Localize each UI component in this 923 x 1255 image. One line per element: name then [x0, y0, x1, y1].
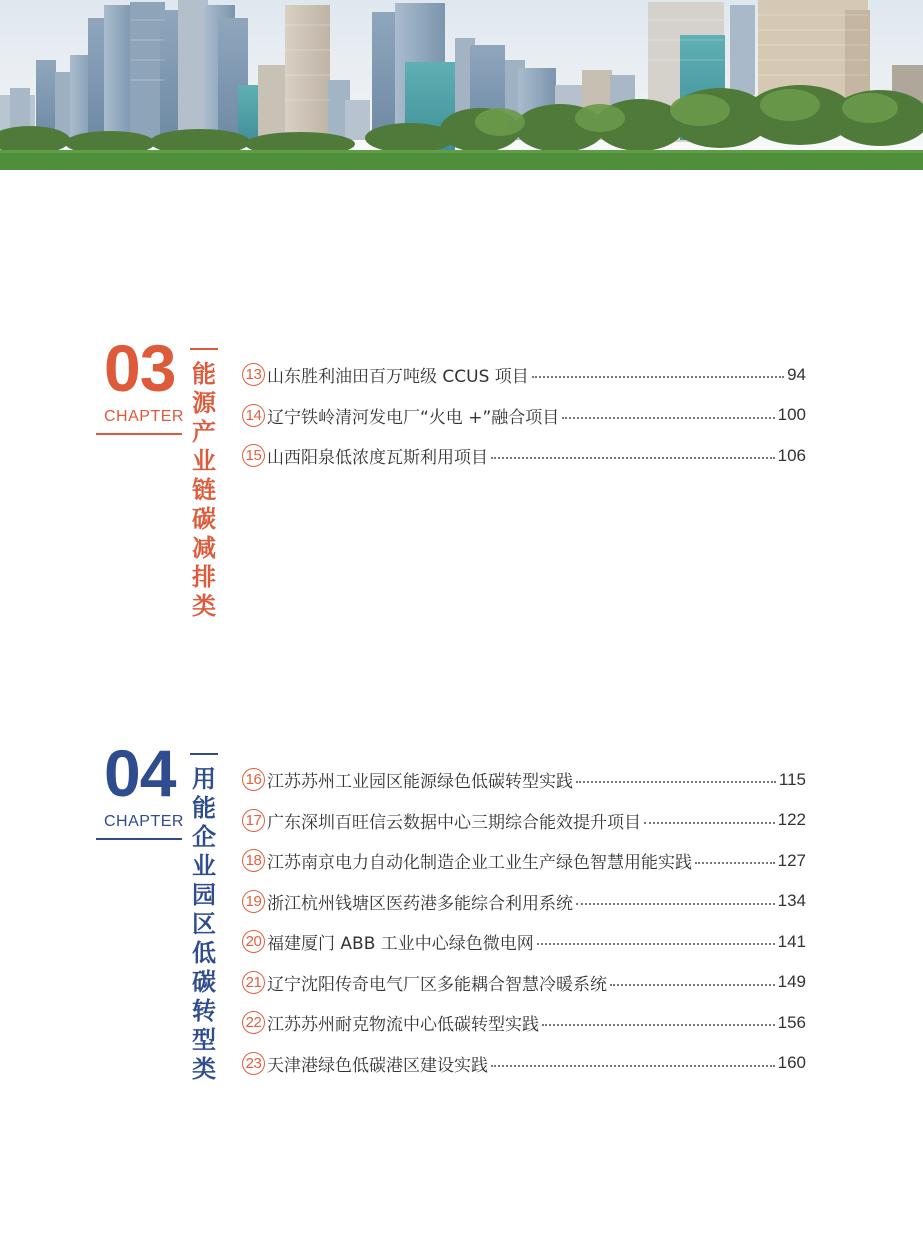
- item-title: 浙江杭州钱塘区医药港多能综合利用系统: [267, 893, 573, 914]
- item-number-badge: 19: [242, 890, 265, 913]
- city-skyline-banner: [0, 0, 923, 170]
- dot-leader: [695, 861, 775, 864]
- item-title: 江苏苏州工业园区能源绿色低碳转型实践: [267, 772, 573, 792]
- item-number-badge: 17: [242, 809, 265, 832]
- item-number-badge: 15: [242, 444, 265, 467]
- toc-item[interactable]: [242, 767, 806, 792]
- item-number-badge: 22: [242, 1011, 265, 1034]
- item-page-number: 100: [777, 405, 806, 424]
- chapter-title: 能源产业链碳减排类: [192, 360, 216, 620]
- toc-item[interactable]: [242, 362, 806, 387]
- item-page-number: 141: [777, 931, 806, 951]
- item-title: 江苏苏州耐克物流中心低碳转型实践: [267, 1015, 539, 1035]
- item-number-badge: 21: [242, 971, 265, 994]
- toc-item[interactable]: [242, 1010, 806, 1035]
- item-title: 山西阳泉低浓度瓦斯利用项目: [267, 448, 488, 468]
- toc-item[interactable]: [242, 929, 806, 954]
- item-title: 辽宁沈阳传奇电气厂区多能耦合智慧冷暖系统: [267, 974, 607, 995]
- item-title: 山东胜利油田百万吨级 CCUS 项目: [267, 367, 529, 387]
- item-page-number: 106: [777, 445, 806, 465]
- chapter-underline: [96, 433, 182, 435]
- toc-item[interactable]: [242, 889, 806, 914]
- toc-item[interactable]: [242, 808, 806, 833]
- item-page-number: 115: [778, 769, 806, 789]
- chapter-number: 04: [104, 736, 176, 810]
- toc-list: [242, 767, 806, 1091]
- chapter-number: 03: [104, 331, 176, 405]
- chapter-label: CHAPTER: [104, 408, 184, 425]
- chapter-04-section: [0, 736, 923, 1090]
- chapter-underline: [96, 838, 182, 840]
- dot-leader: [610, 983, 775, 986]
- item-page-number: 134: [777, 891, 806, 910]
- dot-leader: [491, 456, 775, 459]
- item-title: 广东深圳百旺信云数据中心三期综合能效提升项目: [267, 812, 641, 833]
- city-skyline-image: [0, 0, 923, 170]
- dot-leader: [576, 780, 776, 783]
- chapter-title-rule: [190, 753, 218, 755]
- chapter-title-rule: [190, 348, 218, 350]
- dot-leader: [644, 821, 775, 824]
- item-page-number: 122: [777, 810, 806, 829]
- item-number-badge: 23: [242, 1052, 265, 1075]
- item-page-number: 160: [777, 1053, 806, 1072]
- item-page-number: 156: [777, 1012, 806, 1032]
- item-page-number: 94: [787, 364, 806, 384]
- item-title: 福建厦门 ABB 工业中心绿色微电网: [267, 934, 534, 954]
- item-page-number: 149: [777, 972, 806, 991]
- item-title: 辽宁铁岭清河发电厂“火电 +”融合项目: [267, 407, 560, 428]
- toc-item[interactable]: [242, 848, 806, 873]
- item-number-badge: 20: [242, 930, 265, 953]
- dot-leader: [576, 902, 775, 905]
- item-number-badge: 18: [242, 849, 265, 872]
- dot-leader: [542, 1023, 775, 1026]
- toc-item[interactable]: [242, 443, 806, 468]
- dot-leader: [532, 375, 784, 378]
- chapter-title: 用能企业园区低碳转型类: [192, 765, 216, 1083]
- toc-item[interactable]: [242, 403, 806, 428]
- item-title: 江苏南京电力自动化制造企业工业生产绿色智慧用能实践: [267, 853, 692, 873]
- dot-leader: [562, 416, 774, 419]
- dot-leader: [537, 942, 775, 945]
- item-page-number: 127: [777, 850, 806, 870]
- item-number-badge: 14: [242, 404, 265, 427]
- chapter-label: CHAPTER: [104, 813, 184, 830]
- toc-item[interactable]: [242, 970, 806, 995]
- dot-leader: [491, 1064, 775, 1067]
- chapter-03-section: [0, 331, 923, 625]
- toc-item[interactable]: [242, 1051, 806, 1076]
- item-number-badge: 13: [242, 363, 265, 386]
- toc-list: [242, 362, 806, 484]
- item-number-badge: 16: [242, 768, 265, 791]
- item-title: 天津港绿色低碳港区建设实践: [267, 1055, 488, 1076]
